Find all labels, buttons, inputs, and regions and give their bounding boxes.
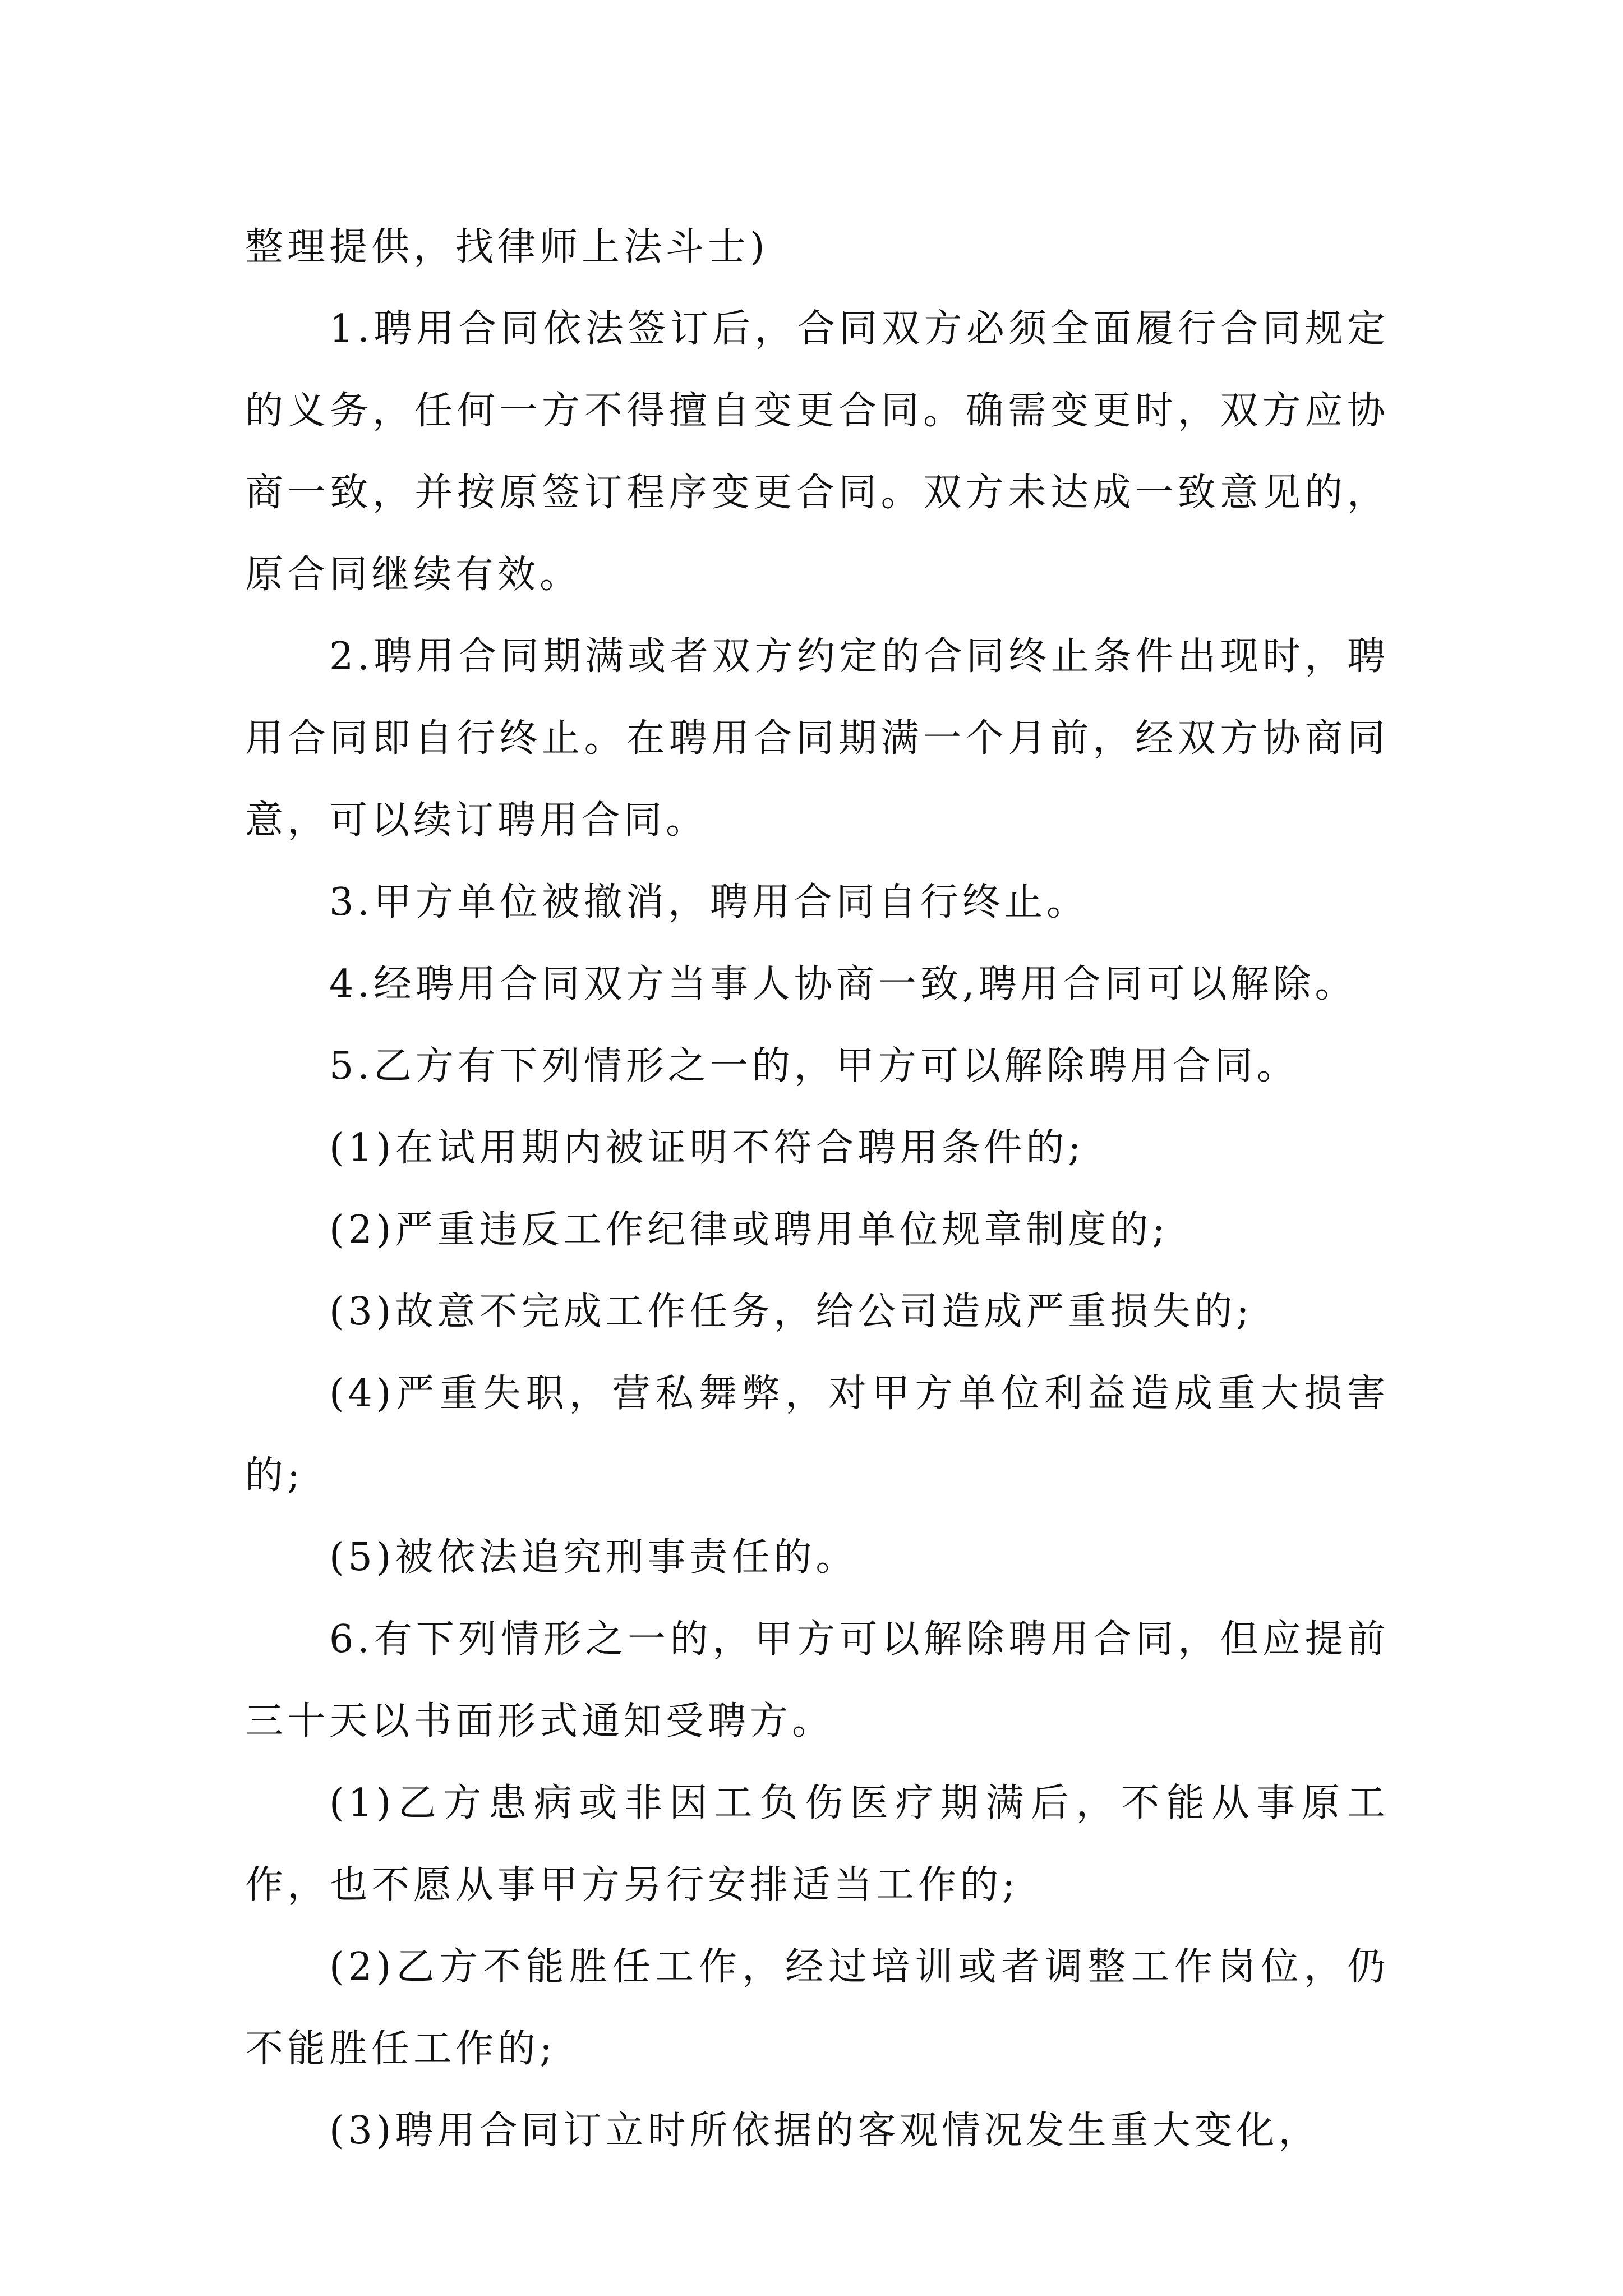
- paragraph-clause-5-item-5: (5)被依法追究刑事责任的。: [329, 1535, 858, 1580]
- paragraph-clause-5-item-1: (1)在试用期内被证明不符合聘用条件的;: [329, 1126, 1085, 1170]
- paragraph-clause-5-item-3: (3)故意不完成工作任务，给公司造成严重损失的;: [329, 1290, 1253, 1334]
- paragraph-clause-5: 5.乙方有下列情形之一的，甲方可以解除聘用合同。: [329, 1044, 1299, 1088]
- paragraph-clause-5-item-4: (4)严重失职，营私舞弊，对甲方单位利益造成重大损害的;: [245, 1372, 1389, 1498]
- paragraph-clause-2: 2.聘用合同期满或者双方约定的合同终止条件出现时，聘用合同即自行终止。在聘用合同期满一个月前，经双方协商同意，可以续订聘用合同。: [245, 634, 1389, 843]
- paragraph-clause-1: 1.聘用合同依法签订后，合同双方必须全面履行合同规定的义务，任何一方不得擅自变更合同。确需变更时，双方应协商一致，并按原签订程序变更合同。双方未达成一致意见的，原合同继续有效。: [245, 307, 1389, 597]
- document-body: [245, 206, 1389, 2172]
- paragraph-clause-5-item-2: (2)严重违反工作纪律或聘用单位规章制度的;: [329, 1208, 1169, 1252]
- paragraph-clause-6-item-2: (2)乙方不能胜任工作，经过培训或者调整工作岗位，仍不能胜任工作的;: [245, 1945, 1389, 2071]
- paragraph-clause-3: 3.甲方单位被撤消，聘用合同自行终止。: [329, 880, 1089, 924]
- paragraph-clause-6-item-1: (1)乙方患病或非因工负伤医疗期满后，不能从事原工作，也不愿从事甲方另行安排适当工作的;: [245, 1781, 1389, 1907]
- paragraph-clause-4: 4.经聘用合同双方当事人协商一致,聘用合同可以解除。: [329, 962, 1357, 1006]
- paragraph-continuation: 整理提供，找律师上法斗士): [245, 225, 769, 269]
- paragraph-clause-6: 6.有下列情形之一的，甲方可以解除聘用合同，但应提前三十天以书面形式通知受聘方。: [245, 1617, 1389, 1743]
- paragraph-clause-6-item-3: (3)聘用合同订立时所依据的客观情况发生重大变化，: [329, 2109, 1321, 2153]
